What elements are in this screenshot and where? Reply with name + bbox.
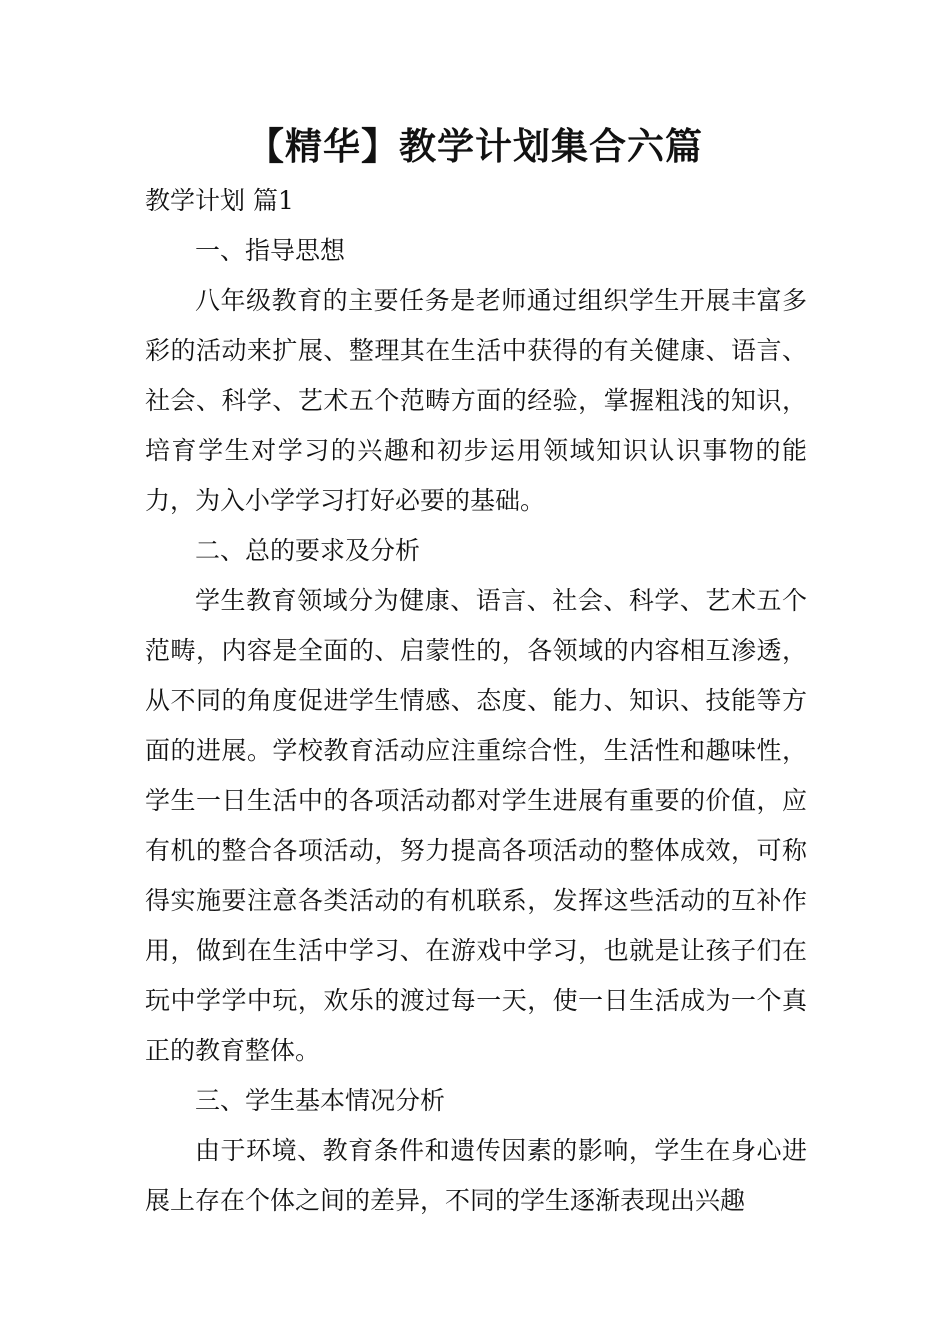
document-title: 【精华】教学计划集合六篇 (247, 125, 703, 168)
section-heading-3: 三、学生基本情况分析 (195, 1086, 446, 1115)
section-paragraph-1: 八年级教育的主要任务是老师通过组织学生开展丰富多彩的活动来扩展、整理其在生活中获得的有关健康、语言、社会、科学、艺术五个范畴方面的经验，掌握粗浅的知识，培育学生对学习的兴趣和初步运用领域知识认识事物的能力，为入小学学习打好必要的基础。 (145, 286, 807, 515)
section-heading-1: 一、指导思想 (195, 236, 346, 265)
section-paragraph-2: 学生教育领域分为健康、语言、社会、科学、艺术五个范畴，内容是全面的、启蒙性的，各领域的内容相互渗透，从不同的角度促进学生情感、态度、能力、知识、技能等方面的进展。学校教育活动应注重综合性，生活性和趣味性，学生一日生活中的各项活动都对学生进展有重要的价值，应有机的整合各项活动，努力提高各项活动的整体成效，可称得实施要注意各类活动的有机联系，发挥这些活动的互补作用，做到在生活中学习、在游戏中学习，也就是让孩子们在玩中学学中玩，欢乐的渡过每一天，使一日生活成为一个真正的教育整体。 (145, 586, 807, 1065)
document-body (145, 176, 807, 1226)
section-paragraph-3: 由于环境、教育条件和遗传因素的影响，学生在身心进展上存在个体之间的差异，不同的学生逐渐表现出兴趣 (145, 1136, 807, 1215)
section-heading-2: 二、总的要求及分析 (195, 536, 421, 565)
document-subtitle: 教学计划 篇1 (145, 186, 294, 215)
